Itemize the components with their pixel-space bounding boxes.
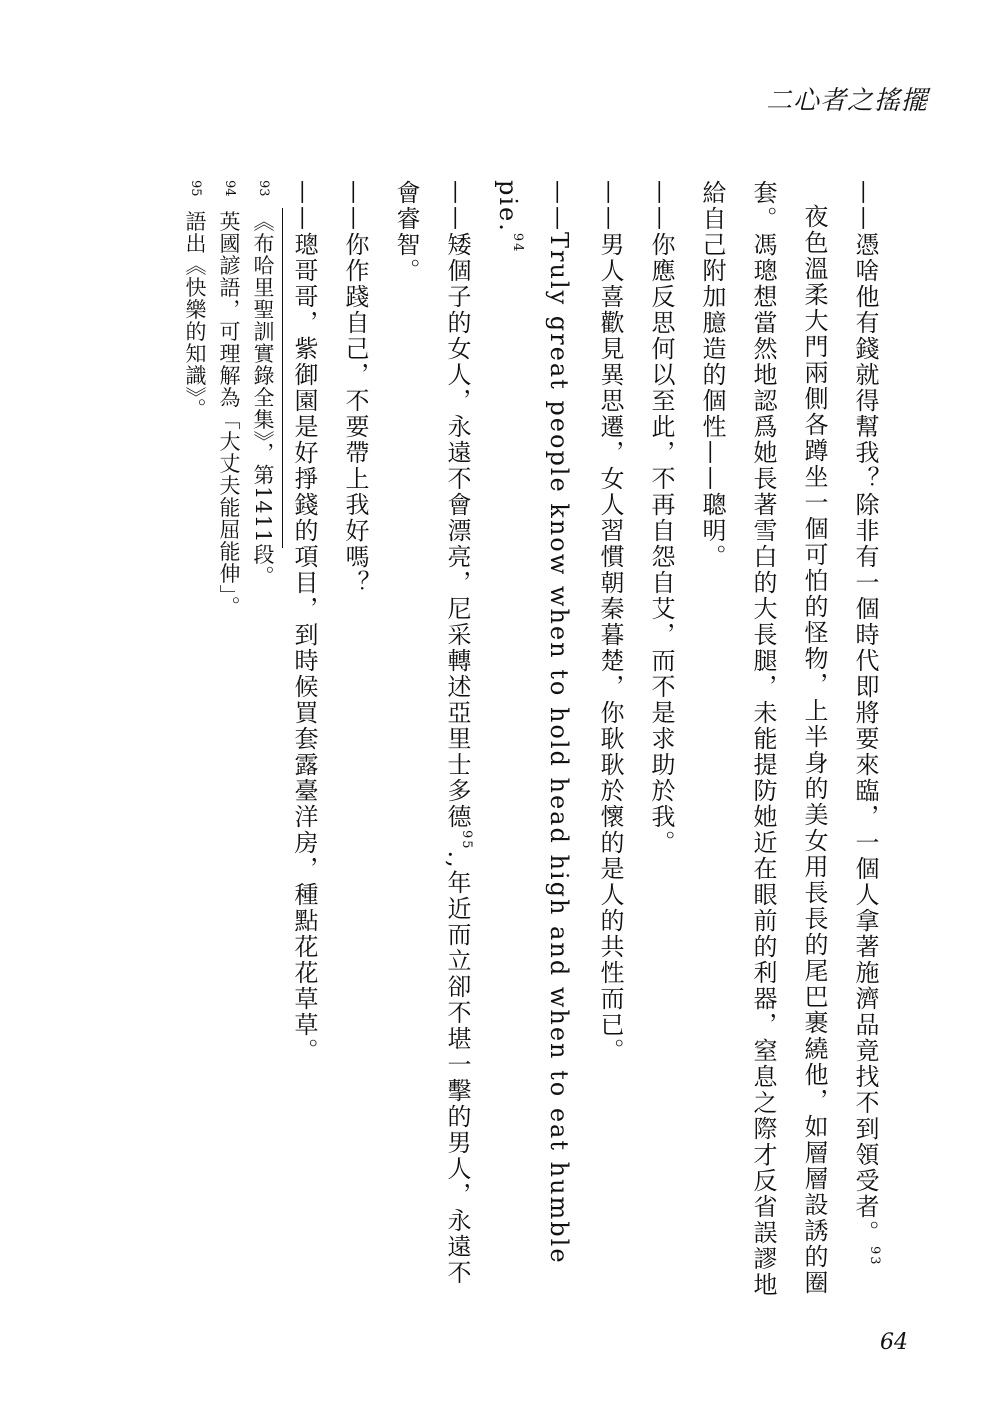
footnote-93 (246, 180, 280, 1280)
footnote-ref-94[interactable]: 94 (510, 232, 525, 254)
paragraph (635, 180, 686, 1310)
paragraph (380, 180, 482, 1310)
footnote-text: 《布哈里聖訓實錄全集》，第1411段。 (251, 210, 275, 588)
footnote-ref-95[interactable]: 95 (459, 830, 474, 851)
footnote-ref-93[interactable]: 93 (867, 1246, 882, 1267)
paragraph-text: ——矮個子的女人，永遠不會漂亮，尼采轉述亞里士多德 (443, 180, 471, 830)
paragraph-text: ——Truly great people know when to hold head high and when to eat humble pie. (494, 180, 573, 1265)
paragraph-text: ——璁哥哥，紫御園是好掙錢的項目，到時候買套露臺洋房，種點花花草草。 (290, 180, 318, 1064)
footnote-number: 94 (222, 180, 237, 197)
paragraph (482, 180, 584, 1310)
main-text (290, 180, 890, 1310)
running-header: 二心者之搖擺 (765, 86, 928, 116)
paragraph-text: ——男人喜歡見異思遷，女人習慣朝秦暮楚，你耿耿於懷的是人的共性而已。 (596, 180, 624, 1064)
paragraph (329, 180, 380, 1310)
page-number: 64 (880, 1330, 908, 1355)
paragraph-text: ——憑啥他有錢就得幫我？除非有一個時代即將要來臨，一個人拿著施濟品竟找不到領受者。 (851, 180, 879, 1246)
paragraph (839, 180, 890, 1310)
paragraph (584, 180, 635, 1310)
paragraph-text: ——你作踐自己，不要帶上我好嗎？ (341, 180, 369, 596)
footnote-95 (178, 180, 212, 1280)
paragraph-text: 夜色溫柔大門兩側各蹲坐一個可怕的怪物，上半身的美女用長長的尾巴裹繞他，如層層設誘的圈套。馮璁想當然地認爲她長著雪白的大長腿，未能提防她近在眼前的利器，窒息之際才反省誤謬地給自己附加臆造的個性——聰明。 (698, 180, 828, 1298)
footnotes (170, 180, 280, 1280)
footnote-divider (282, 208, 283, 548)
paragraph-text: .,年近而立卻不堪一擊的男人，永遠不會睿智。 (392, 180, 471, 1286)
paragraph (686, 180, 839, 1310)
footnote-number: 95 (188, 180, 203, 197)
footnote-text: 語出《快樂的知識》。 (183, 210, 207, 421)
footnote-number: 93 (256, 180, 271, 197)
footnote-text: 英國諺語，可理解為「大丈夫能屈能伸」。 (217, 210, 241, 619)
footnote-94 (212, 180, 246, 1280)
paragraph-text: ——你應反思何以至此，不再自怨自艾，而不是求助於我。 (647, 180, 675, 856)
paragraph (278, 180, 329, 1310)
